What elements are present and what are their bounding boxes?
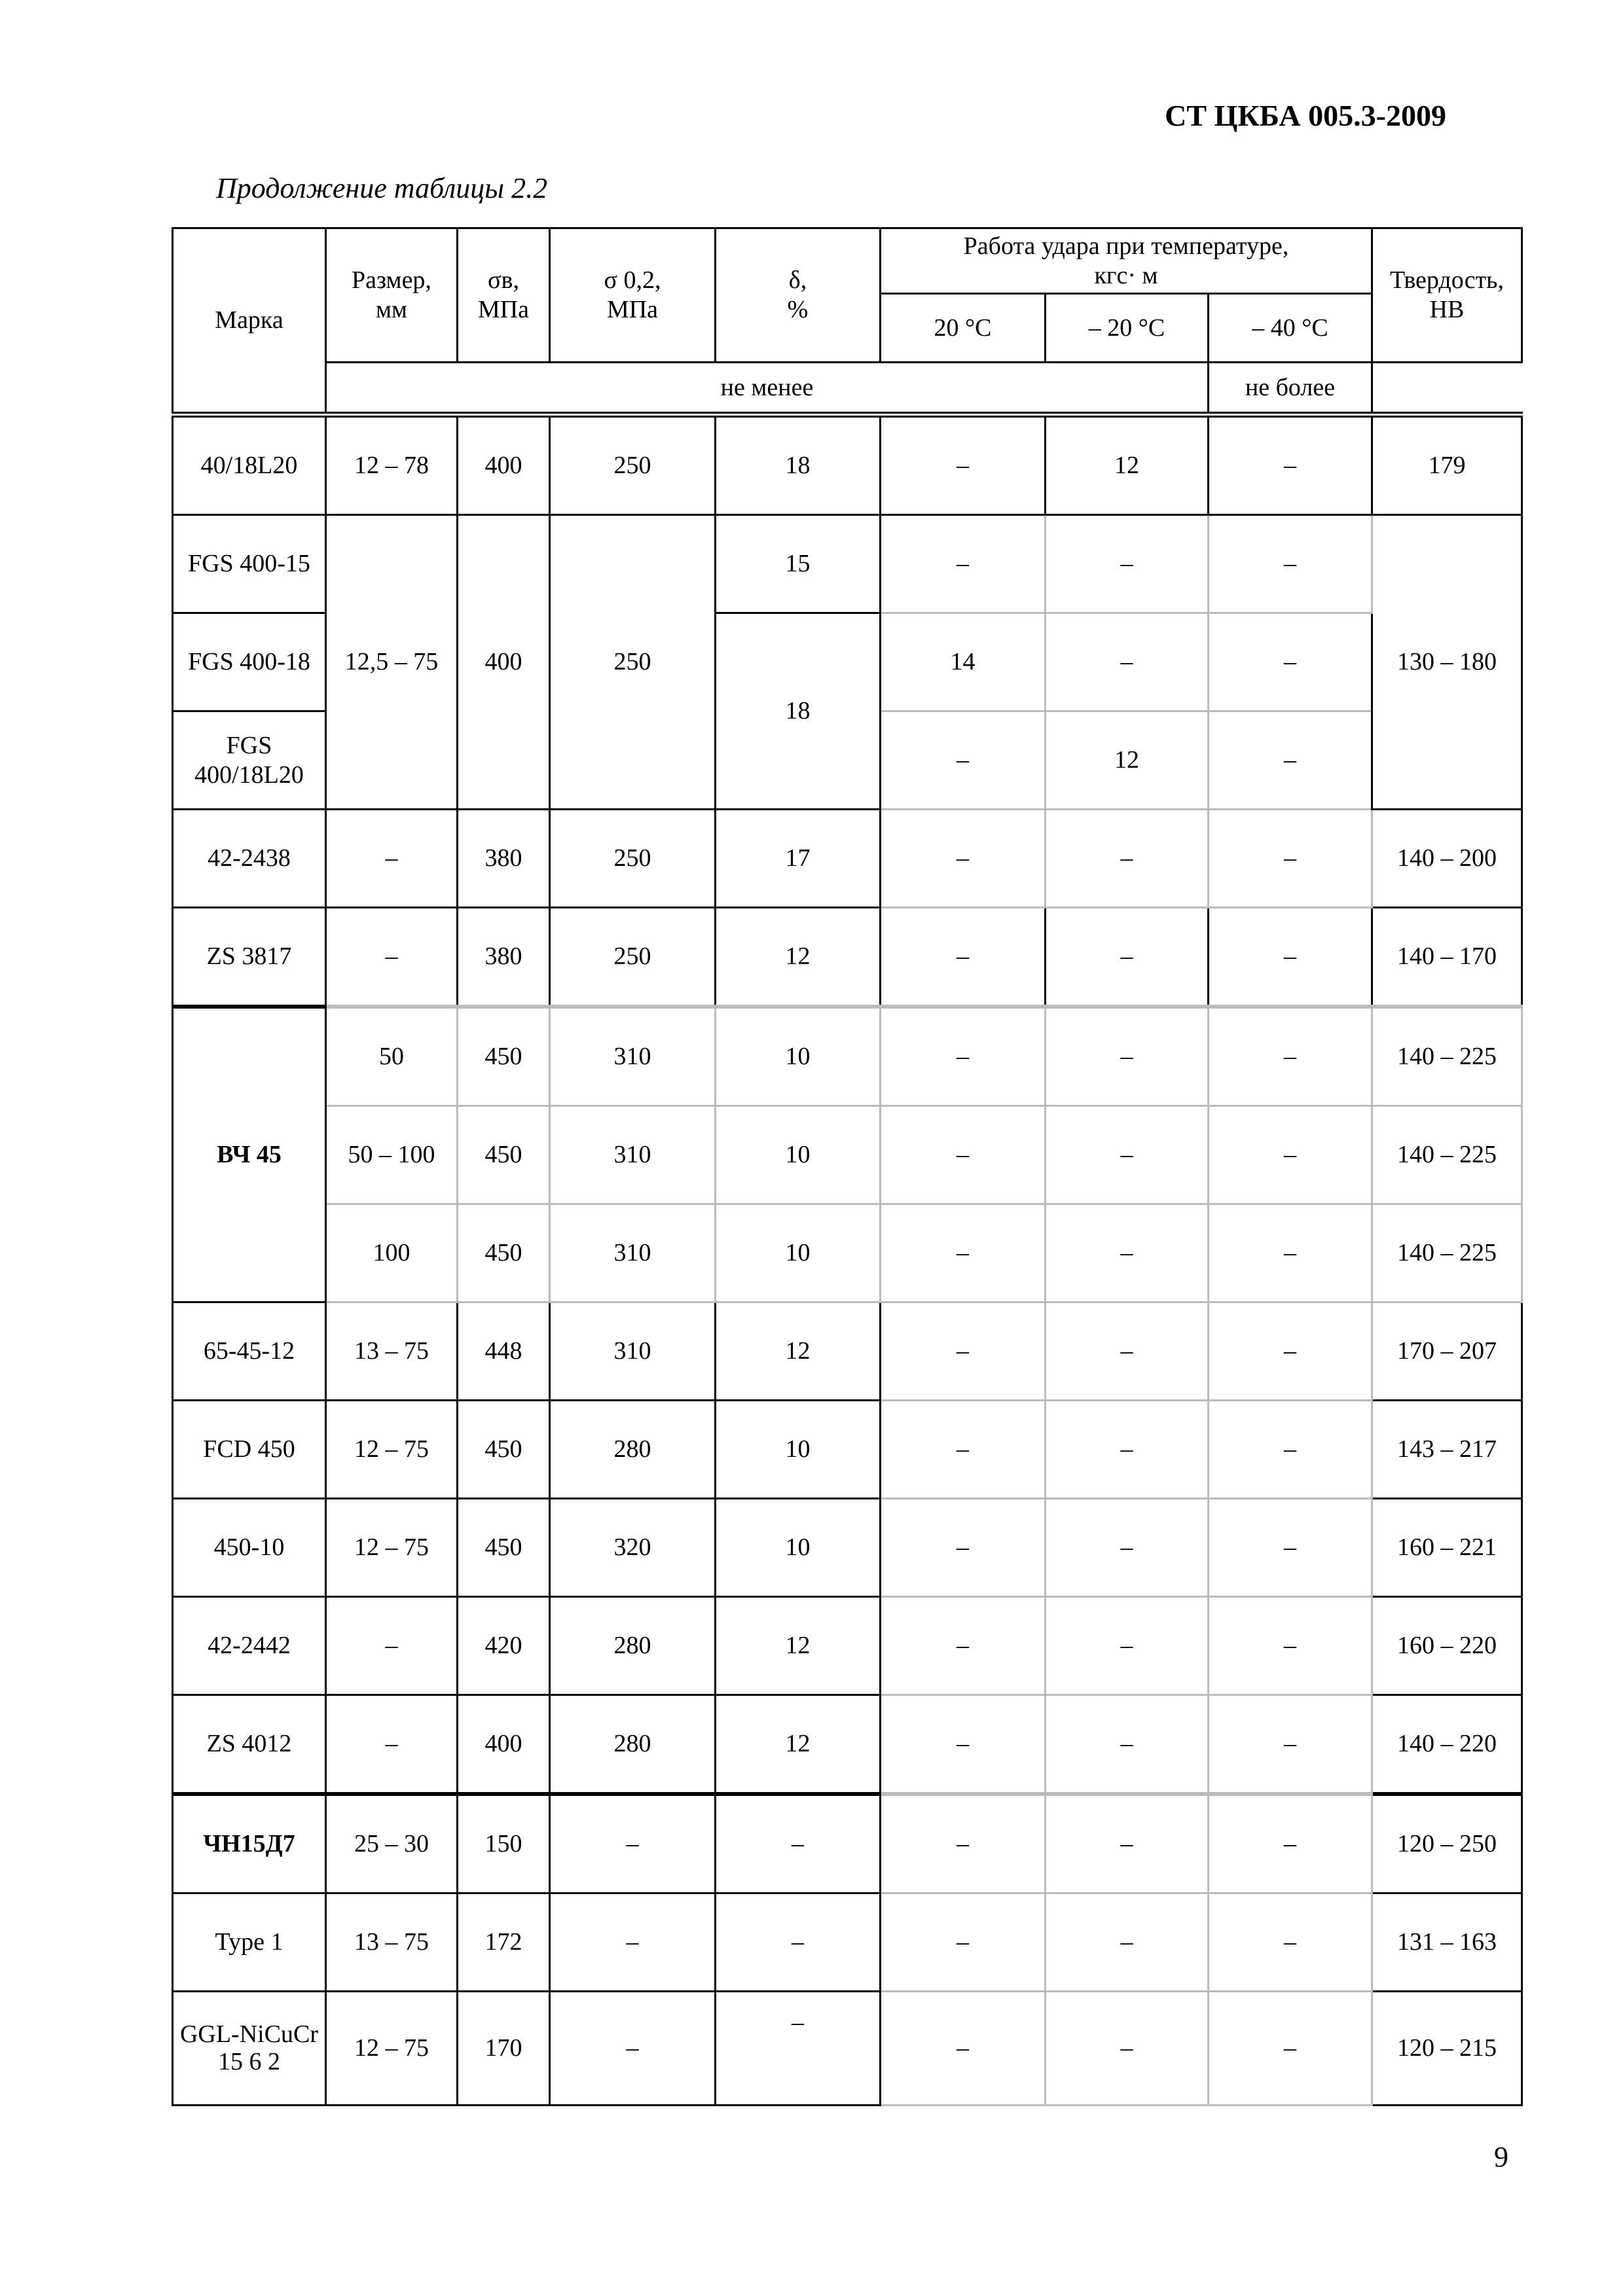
cell-sigma-b: 450 — [458, 1401, 550, 1499]
cell-impact-minus40: – — [1209, 1106, 1372, 1204]
cell-sigma-b: 172 — [458, 1893, 550, 1992]
cell-delta: 10 — [716, 1499, 881, 1597]
cell-hardness: 130 – 180 — [1372, 515, 1522, 810]
table-row — [173, 1893, 1522, 1992]
cell-impact-minus40: – — [1209, 1893, 1372, 1992]
cell-impact-20: – — [881, 1992, 1046, 2106]
cell-impact-minus20: – — [1046, 1794, 1209, 1893]
cell-sigma-b: 450 — [458, 1204, 550, 1302]
cell-delta: 17 — [716, 810, 881, 908]
header-temp-minus20: – 20 °С — [1046, 294, 1209, 363]
cell-sigma-02: 250 — [550, 908, 716, 1007]
cell-impact-minus40: – — [1209, 1007, 1372, 1106]
cell-impact-20: – — [881, 1204, 1046, 1302]
cell-grade: FCD 450 — [173, 1401, 326, 1499]
cell-sigma-02: 250 — [550, 810, 716, 908]
header-row — [173, 228, 1522, 294]
cell-hardness: 131 – 163 — [1372, 1893, 1522, 1992]
cell-impact-minus40: – — [1209, 1302, 1372, 1401]
cell-impact-minus20: – — [1046, 1499, 1209, 1597]
cell-delta: 12 — [716, 1302, 881, 1401]
cell-sigma-02: 310 — [550, 1106, 716, 1204]
cell-impact-20: – — [881, 711, 1046, 810]
cell-impact-20: – — [881, 810, 1046, 908]
document-code: СТ ЦКБА 005.3-2009 — [1165, 99, 1446, 132]
cell-impact-20: – — [881, 1893, 1046, 1992]
cell-hardness: 140 – 200 — [1372, 810, 1522, 908]
cell-size: 50 — [326, 1007, 458, 1106]
table-row — [173, 810, 1522, 908]
header-delta: δ, % — [716, 228, 881, 363]
cell-impact-minus40: – — [1209, 1695, 1372, 1795]
cell-impact-20: – — [881, 1401, 1046, 1499]
cell-sigma-b: 450 — [458, 1499, 550, 1597]
cell-delta: 12 — [716, 1597, 881, 1695]
cell-sigma-b: 450 — [458, 1007, 550, 1106]
cell-delta: 10 — [716, 1007, 881, 1106]
cell-impact-minus20: – — [1046, 613, 1209, 711]
header-temp-20: 20 °С — [881, 294, 1046, 363]
cell-sigma-b: 170 — [458, 1992, 550, 2106]
cell-delta: 10 — [716, 1401, 881, 1499]
cell-impact-20: – — [881, 1302, 1046, 1401]
cell-grade: 42-2438 — [173, 810, 326, 908]
cell-impact-20: – — [881, 415, 1046, 515]
header-sigma-02: σ 0,2, МПа — [550, 228, 716, 363]
cell-size: 12,5 – 75 — [326, 515, 458, 810]
cell-impact-20: 14 — [881, 613, 1046, 711]
cell-hardness: 120 – 250 — [1372, 1794, 1522, 1893]
cell-hardness: 179 — [1372, 415, 1522, 515]
cell-sigma-b: 400 — [458, 415, 550, 515]
cell-impact-20: – — [881, 515, 1046, 613]
cell-sigma-b: 150 — [458, 1794, 550, 1893]
table-row — [173, 515, 1522, 613]
cell-size: 12 – 75 — [326, 1401, 458, 1499]
table-row — [173, 1597, 1522, 1695]
cell-grade: GGL-NiCuCr 15 6 2 — [173, 1992, 326, 2106]
header-hardness: Твердость, НВ — [1372, 228, 1522, 363]
cell-delta: 10 — [716, 1106, 881, 1204]
cell-hardness: 140 – 225 — [1372, 1106, 1522, 1204]
cell-impact-minus20: – — [1046, 1302, 1209, 1401]
cell-impact-20: – — [881, 908, 1046, 1007]
header-not-more: не более — [1209, 363, 1372, 415]
cell-sigma-02: 310 — [550, 1302, 716, 1401]
header-size: Размер, мм — [326, 228, 458, 363]
table-row — [173, 1499, 1522, 1597]
table-row — [173, 1992, 1522, 2106]
cell-size: 13 – 75 — [326, 1302, 458, 1401]
cell-delta: 18 — [716, 415, 881, 515]
cell-grade: Type 1 — [173, 1893, 326, 1992]
cell-hardness: 160 – 220 — [1372, 1597, 1522, 1695]
cell-grade: ЧН15Д7 — [173, 1794, 326, 1893]
cell-impact-20: – — [881, 1499, 1046, 1597]
cell-sigma-02: 310 — [550, 1204, 716, 1302]
cell-sigma-b: 400 — [458, 515, 550, 810]
cell-impact-minus20: – — [1046, 1893, 1209, 1992]
cell-sigma-02: 320 — [550, 1499, 716, 1597]
cell-sigma-02: 280 — [550, 1401, 716, 1499]
header-impact: Работа удара при температуре, кгс· м — [881, 228, 1372, 294]
table-row — [173, 1794, 1522, 1893]
cell-sigma-b: 400 — [458, 1695, 550, 1795]
cell-impact-20: – — [881, 1106, 1046, 1204]
cell-size: 25 – 30 — [326, 1794, 458, 1893]
cell-impact-20: – — [881, 1695, 1046, 1795]
cell-sigma-02: 310 — [550, 1007, 716, 1106]
cell-hardness: 140 – 225 — [1372, 1204, 1522, 1302]
cell-size: – — [326, 908, 458, 1007]
header-sigma-b: σв, МПа — [458, 228, 550, 363]
cell-sigma-02: – — [550, 1794, 716, 1893]
cell-impact-minus20: – — [1046, 1695, 1209, 1795]
cell-impact-minus40: – — [1209, 908, 1372, 1007]
cell-grade: ZS 4012 — [173, 1695, 326, 1795]
cell-delta: 12 — [716, 908, 881, 1007]
cell-impact-20: – — [881, 1597, 1046, 1695]
cell-hardness: 140 – 225 — [1372, 1007, 1522, 1106]
table-row — [173, 1695, 1522, 1795]
cell-hardness: 160 – 221 — [1372, 1499, 1522, 1597]
table-row — [173, 415, 1522, 515]
cell-impact-minus20: 12 — [1046, 415, 1209, 515]
table-row — [173, 1204, 1522, 1302]
cell-impact-minus20: – — [1046, 515, 1209, 613]
cell-hardness: 140 – 170 — [1372, 908, 1522, 1007]
table-row — [173, 1106, 1522, 1204]
cell-impact-minus40: – — [1209, 810, 1372, 908]
table-caption: Продолжение таблицы 2.2 — [216, 172, 548, 204]
cell-impact-minus20: – — [1046, 810, 1209, 908]
cell-impact-minus40: – — [1209, 1794, 1372, 1893]
cell-sigma-b: 380 — [458, 908, 550, 1007]
header-temp-minus40: – 40 °С — [1209, 294, 1372, 363]
cell-impact-minus40: – — [1209, 613, 1372, 711]
cell-impact-minus20: – — [1046, 1007, 1209, 1106]
cell-impact-minus20: – — [1046, 1992, 1209, 2106]
cell-size: 12 – 75 — [326, 1499, 458, 1597]
cell-impact-minus40: – — [1209, 1992, 1372, 2106]
cell-delta: – — [716, 1992, 881, 2106]
cell-hardness: 120 – 215 — [1372, 1992, 1522, 2106]
cell-sigma-02: 280 — [550, 1695, 716, 1795]
cell-impact-minus20: – — [1046, 1401, 1209, 1499]
cell-size: 12 – 75 — [326, 1992, 458, 2106]
cell-impact-minus40: – — [1209, 1499, 1372, 1597]
cell-impact-minus40: – — [1209, 415, 1372, 515]
cell-impact-minus40: – — [1209, 711, 1372, 810]
cell-sigma-b: 448 — [458, 1302, 550, 1401]
cell-delta: – — [716, 1893, 881, 1992]
cell-grade: 40/18L20 — [173, 415, 326, 515]
table-row — [173, 1007, 1522, 1106]
cell-impact-minus20: – — [1046, 908, 1209, 1007]
header-row-limits — [173, 363, 1522, 415]
cell-impact-minus40: – — [1209, 515, 1372, 613]
cell-grade: 65-45-12 — [173, 1302, 326, 1401]
cell-grade: 42-2442 — [173, 1597, 326, 1695]
cell-size: 100 — [326, 1204, 458, 1302]
properties-table — [172, 227, 1523, 2106]
cell-delta: 18 — [716, 613, 881, 810]
table-row — [173, 908, 1522, 1007]
cell-sigma-b: 380 — [458, 810, 550, 908]
table-row — [173, 1302, 1522, 1401]
cell-impact-minus40: – — [1209, 1204, 1372, 1302]
cell-impact-minus20: – — [1046, 1106, 1209, 1204]
cell-impact-20: – — [881, 1794, 1046, 1893]
table-row — [173, 1401, 1522, 1499]
cell-impact-minus40: – — [1209, 1401, 1372, 1499]
cell-sigma-02: 280 — [550, 1597, 716, 1695]
cell-sigma-02: 250 — [550, 515, 716, 810]
cell-delta: – — [716, 1794, 881, 1893]
cell-impact-20: – — [881, 1007, 1046, 1106]
cell-hardness: 140 – 220 — [1372, 1695, 1522, 1795]
cell-sigma-b: 420 — [458, 1597, 550, 1695]
cell-sigma-02: – — [550, 1893, 716, 1992]
cell-sigma-02: 250 — [550, 415, 716, 515]
cell-delta: 10 — [716, 1204, 881, 1302]
cell-size: – — [326, 810, 458, 908]
cell-impact-minus20: – — [1046, 1597, 1209, 1695]
header-grade: Марка — [173, 228, 326, 415]
cell-hardness: 143 – 217 — [1372, 1401, 1522, 1499]
cell-impact-minus40: – — [1209, 1597, 1372, 1695]
cell-size: 50 – 100 — [326, 1106, 458, 1204]
cell-grade: FGS 400-18 — [173, 613, 326, 711]
cell-impact-minus20: – — [1046, 1204, 1209, 1302]
cell-grade: FGS 400/18L20 — [173, 711, 326, 810]
cell-grade: ВЧ 45 — [173, 1007, 326, 1302]
cell-delta: 15 — [716, 515, 881, 613]
cell-grade: ZS 3817 — [173, 908, 326, 1007]
cell-sigma-b: 450 — [458, 1106, 550, 1204]
cell-size: 12 – 78 — [326, 415, 458, 515]
header-not-less: не менее — [326, 363, 1209, 415]
cell-sigma-02: – — [550, 1992, 716, 2106]
cell-grade: FGS 400-15 — [173, 515, 326, 613]
cell-size: – — [326, 1695, 458, 1795]
cell-delta: 12 — [716, 1695, 881, 1795]
cell-size: – — [326, 1597, 458, 1695]
cell-grade: 450-10 — [173, 1499, 326, 1597]
page-number: 9 — [1494, 2141, 1508, 2173]
cell-impact-minus20: 12 — [1046, 711, 1209, 810]
cell-hardness: 170 – 207 — [1372, 1302, 1522, 1401]
cell-size: 13 – 75 — [326, 1893, 458, 1992]
